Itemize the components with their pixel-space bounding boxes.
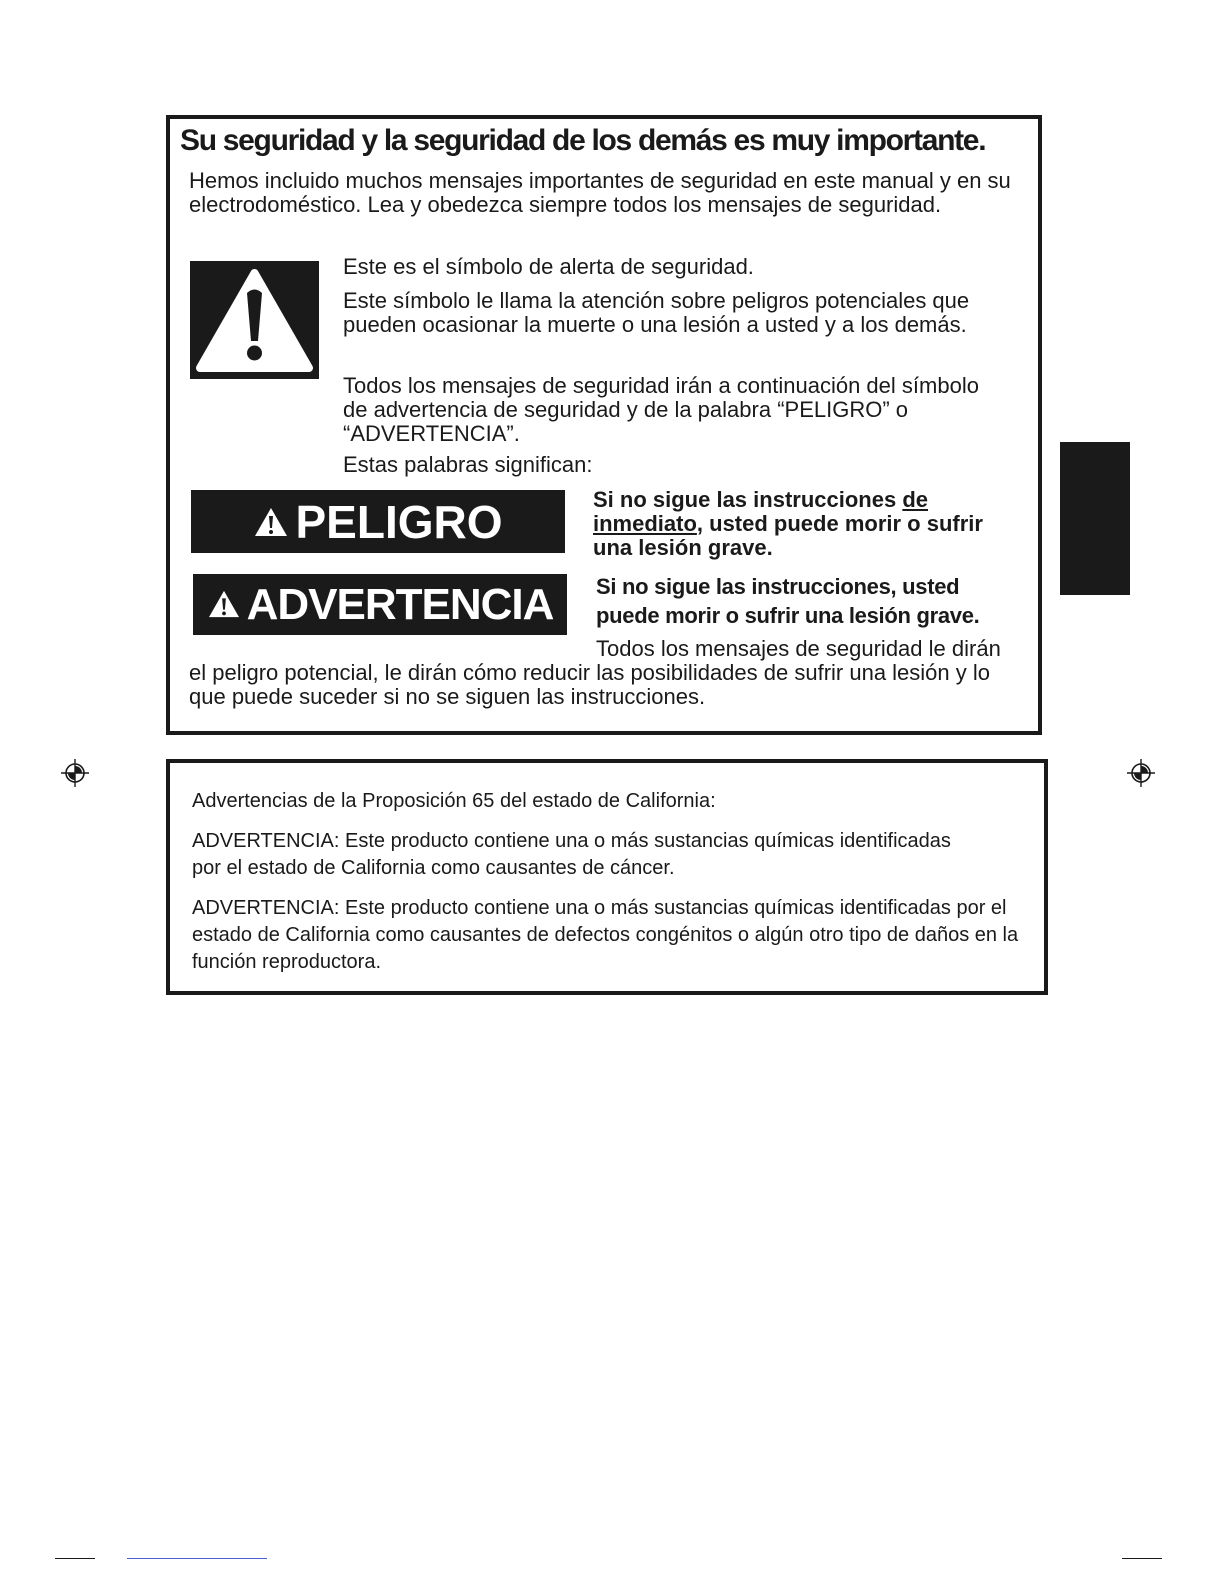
advertencia-description: Si no sigue las instrucciones, usted puede morir o sufrir una lesión grave. xyxy=(596,574,980,628)
peligro-desc-text-2: , usted puede morir o sufrir una lesión grave. xyxy=(593,511,983,560)
peligro-banner xyxy=(191,490,565,553)
prop65-warning-2: ADVERTENCIA: Este producto contiene una o más sustancias químicas identificadas por el estado de California como causantes de defectos congénitos o algún otro tipo de daños en la función reproductora. xyxy=(192,897,1019,973)
symbol-paragraph-4: Estas palabras significan: xyxy=(343,452,593,477)
peligro-desc-underline: de inmediato xyxy=(593,487,929,536)
safety-alert-triangle-icon xyxy=(190,261,319,379)
advertencia-banner xyxy=(193,574,567,635)
registration-mark-icon xyxy=(61,759,89,792)
symbol-paragraph-3: Todos los mensajes de seguridad irán a continuación del símbolo de advertencia de seguridad y de la palabra “PELIGRO” o “ADVERTENCIA”. xyxy=(343,373,979,446)
symbol-paragraph-2: Este símbolo le llama la atención sobre peligros potenciales que pueden ocasionar la muerte o una lesión a usted y a los demás. xyxy=(343,288,970,337)
peligro-description xyxy=(593,488,1013,560)
footer-rule-right xyxy=(1122,1558,1162,1559)
section-side-tab xyxy=(1060,442,1130,595)
prop65-warning-1: ADVERTENCIA: Este producto contiene una o más sustancias químicas identificadas por el estado de California como causantes de cáncer. xyxy=(192,830,951,879)
safety-closing-text: Todos los mensajes de seguridad le dirán el peligro potencial, le dirán cómo reducir las posibilidades de sufrir una lesión y lo que puede suceder si no se siguen las instrucciones. xyxy=(189,636,1001,709)
warning-triangle-icon xyxy=(253,495,289,549)
warning-triangle-icon xyxy=(207,580,241,630)
peligro-desc-text: Si no sigue las instrucciones xyxy=(593,487,897,512)
safety-closing xyxy=(189,637,1019,709)
safety-intro: Hemos incluido muchos mensajes importantes de seguridad en este manual y en su electrodoméstico. Lea y obedezca siempre todos los mensajes de seguridad. xyxy=(189,168,1011,217)
symbol-paragraph-1: Este es el símbolo de alerta de seguridad. xyxy=(343,254,754,279)
peligro-label: PELIGRO xyxy=(295,495,503,548)
safety-title: Su seguridad y la seguridad de los demás es muy importante. xyxy=(180,124,986,157)
registration-mark-icon xyxy=(1127,759,1155,792)
prop65-heading: Advertencias de la Proposición 65 del estado de California: xyxy=(192,790,716,812)
advertencia-label: ADVERTENCIA xyxy=(246,579,554,629)
footer-rule-left xyxy=(55,1558,95,1559)
footer-rule-center xyxy=(127,1558,267,1559)
